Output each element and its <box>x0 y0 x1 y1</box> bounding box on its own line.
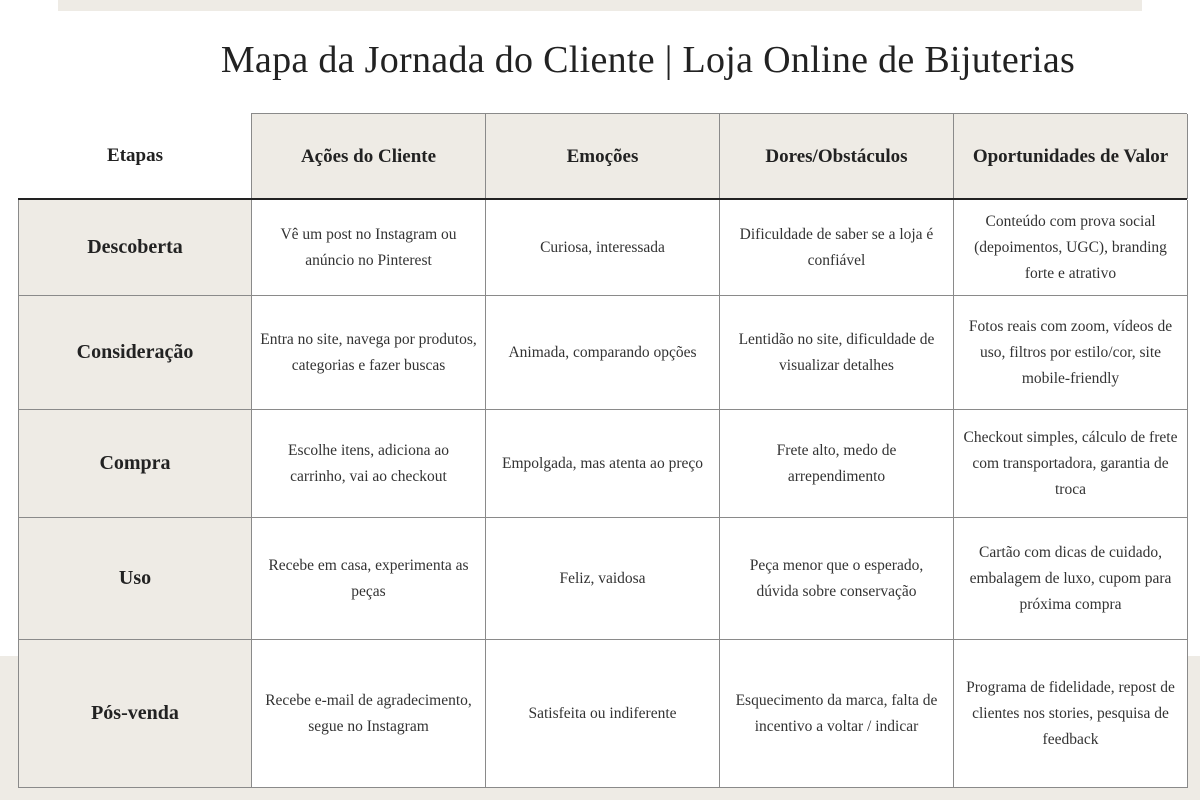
table-cell: Vê um post no Instagram ou anúncio no Pinterest <box>252 200 486 296</box>
stage-label-compra: Compra <box>18 410 252 518</box>
column-header-actions: Ações do Cliente <box>252 114 486 199</box>
table-cell: Feliz, vaidosa <box>486 518 720 640</box>
stage-label-uso: Uso <box>18 518 252 640</box>
table-cell: Frete alto, medo de arrependimento <box>720 410 954 518</box>
page-title: Mapa da Jornada do Cliente | Loja Online de Bijuterias <box>220 39 1076 81</box>
table-cell: Satisfeita ou indiferente <box>486 640 720 788</box>
stage-label-descoberta: Descoberta <box>18 200 252 296</box>
table-cell: Esquecimento da marca, falta de incentivo a voltar / indicar <box>720 640 954 788</box>
table-cell: Dificuldade de saber se a loja é confiável <box>720 200 954 296</box>
table-cell: Recebe e-mail de agradecimento, segue no Instagram <box>252 640 486 788</box>
table-cell: Cartão com dicas de cuidado, embalagem de luxo, cupom para próxima compra <box>954 518 1188 640</box>
column-header-emotions: Emoções <box>486 114 720 199</box>
table-cell: Programa de fidelidade, repost de clientes nos stories, pesquisa de feedback <box>954 640 1188 788</box>
stage-label-consideracao: Consideração <box>18 296 252 410</box>
stages-corner-label: Etapas <box>107 145 163 166</box>
table-cell: Conteúdo com prova social (depoimentos, UGC), branding forte e atrativo <box>954 200 1188 296</box>
table-cell: Curiosa, interessada <box>486 200 720 296</box>
table-cell: Lentidão no site, dificuldade de visualizar detalhes <box>720 296 954 410</box>
table-cell: Animada, comparando opções <box>486 296 720 410</box>
table-cell: Peça menor que o esperado, dúvida sobre conservação <box>720 518 954 640</box>
stage-label-pos-venda: Pós-venda <box>18 640 252 788</box>
top-decor-band <box>58 0 1142 11</box>
column-header-opportunities: Oportunidades de Valor <box>954 114 1188 199</box>
table-cell: Checkout simples, cálculo de frete com transportadora, garantia de troca <box>954 410 1188 518</box>
table-cell: Recebe em casa, experimenta as peças <box>252 518 486 640</box>
column-header-pains: Dores/Obstáculos <box>720 114 954 199</box>
table-cell: Escolhe itens, adiciona ao carrinho, vai ao checkout <box>252 410 486 518</box>
table-cell: Fotos reais com zoom, vídeos de uso, filtros por estilo/cor, site mobile-friendly <box>954 296 1188 410</box>
table-cell: Empolgada, mas atenta ao preço <box>486 410 720 518</box>
table-cell: Entra no site, navega por produtos, categorias e fazer buscas <box>252 296 486 410</box>
